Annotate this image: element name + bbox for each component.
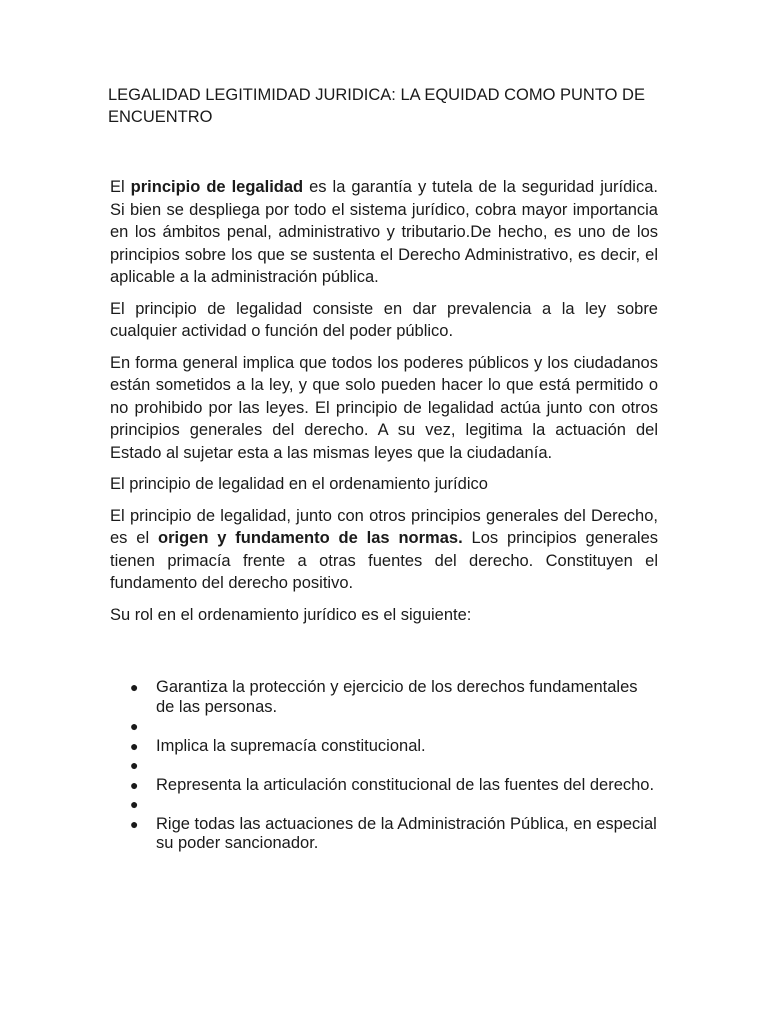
bullet-icon: ● xyxy=(130,718,139,734)
document-body xyxy=(110,176,658,854)
bullet-icon: ● xyxy=(130,737,139,754)
subheading: El principio de legalidad en el ordenamiento jurídico xyxy=(110,475,488,493)
list-item xyxy=(110,795,658,815)
bullet-icon: ● xyxy=(130,796,139,812)
bullet-list xyxy=(110,678,658,854)
paragraph-2: El principio de legalidad consiste en dar prevalencia a la ley sobre cualquier actividad o función del poder público. xyxy=(110,299,658,340)
document-title: LEGALIDAD LEGITIMIDAD JURIDICA: LA EQUIDAD COMO PUNTO DE ENCUENTRO xyxy=(108,86,645,126)
bold-term: principio de legalidad xyxy=(130,178,304,196)
bullet-icon: ● xyxy=(130,776,139,793)
bold-term: origen y fundamento de las normas. xyxy=(157,529,463,547)
bullet-icon: ● xyxy=(130,757,139,773)
bullet-icon: ● xyxy=(130,679,139,695)
paragraph-4: El principio de legalidad, junto con otros principios generales del Derecho, es el origen y fundamento de las normas. Los principios generales tienen primacía frente a otras fuentes del derecho. Constituyen el fundamento del derecho positivo. xyxy=(110,506,658,592)
list-item: ● Implica la supremacía constitucional. xyxy=(130,736,426,755)
spacer xyxy=(110,635,658,678)
list-item xyxy=(110,717,658,737)
list-item: ● Garantiza la protección y ejercicio de los derechos fundamentales de las personas. xyxy=(130,678,638,716)
list-item xyxy=(110,756,658,776)
paragraph-5: Su rol en el ordenamiento jurídico es el siguiente: xyxy=(110,605,472,624)
paragraph-1: El principio de legalidad es la garantía y tutela de la seguridad jurídica. Si bien se despliega por todo el sistema jurídico, cobra mayor importancia en los ámbitos penal, administrativo y tributario.De hecho, es uno de los principios sobre los que se sustenta el Derecho Administrativo, es decir, el aplicable a la administración pública. xyxy=(110,178,658,286)
list-item: ● Rige todas las actuaciones de la Administración Pública, en especial su poder sancionador. xyxy=(130,814,657,852)
paragraph-3: En forma general implica que todos los poderes públicos y los ciudadanos están sometidos a la ley, y que solo pueden hacer lo que está permitido o no prohibido por las leyes. El principio de legalidad actúa junto con otros principios generales del derecho. A su vez, legitima la actuación del Estado al sujetar esta a las mismas leyes que la ciudadanía. xyxy=(110,353,658,462)
bullet-icon: ● xyxy=(130,815,139,832)
list-item: ● Representa la articulación constitucional de las fuentes del derecho. xyxy=(130,775,655,794)
